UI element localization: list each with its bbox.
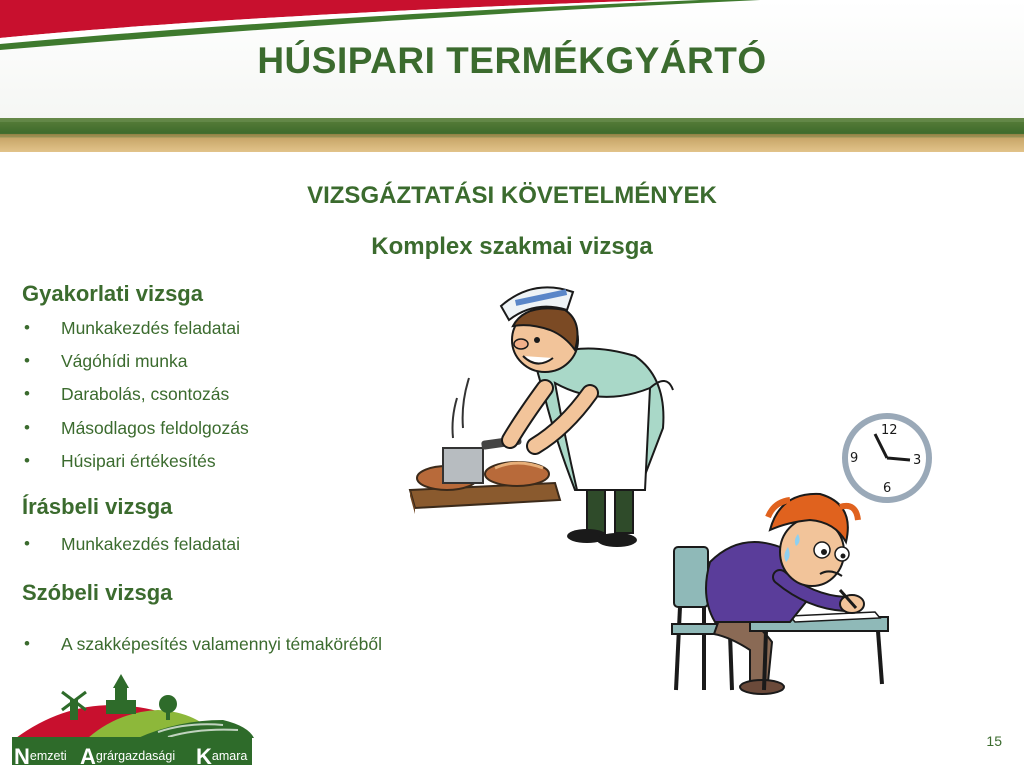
list-item: • Másodlagos feldolgozás	[22, 417, 249, 450]
written-exam-list	[22, 533, 240, 566]
logo-word-kamara: Kamara	[196, 744, 248, 769]
section-title: VIZSGÁZTATÁSI KÖVETELMÉNYEK	[307, 182, 717, 209]
wall-clock-icon	[845, 416, 929, 500]
svg-text:12: 12	[881, 423, 898, 438]
list-item: • Munkakezdés feladatai	[22, 533, 240, 566]
logo-text	[12, 737, 252, 769]
logo-word-nemzeti: Nemzeti	[14, 744, 67, 769]
list-item: • Munkakezdés feladatai	[22, 317, 249, 350]
section-subtitle: Komplex szakmai vizsga	[371, 233, 653, 260]
list-item: • A szakképesítés valamennyi témaköréből	[22, 633, 382, 666]
heading-written-exam: Írásbeli vizsga	[22, 494, 173, 519]
student-exam-illustration	[670, 412, 935, 697]
heading-practical-exam: Gyakorlati vizsga	[22, 281, 203, 306]
oral-exam-list	[22, 633, 382, 666]
svg-text:3: 3	[913, 453, 922, 468]
list-item: • Húsipari értékesítés	[22, 450, 249, 483]
list-item: • Darabolás, csontozás	[22, 383, 249, 416]
svg-text:6: 6	[883, 481, 892, 496]
butcher-illustration	[405, 278, 680, 553]
page-number: 15	[986, 733, 1002, 749]
svg-text:9: 9	[850, 451, 859, 466]
heading-oral-exam: Szóbeli vizsga	[22, 580, 173, 605]
page-title: HÚSIPARI TERMÉKGYÁRTÓ	[257, 40, 767, 81]
practical-exam-list	[22, 317, 249, 483]
logo-word-agrargazdasagi: Agrárgazdasági	[80, 744, 176, 769]
list-item: • Vágóhídi munka	[22, 350, 249, 383]
